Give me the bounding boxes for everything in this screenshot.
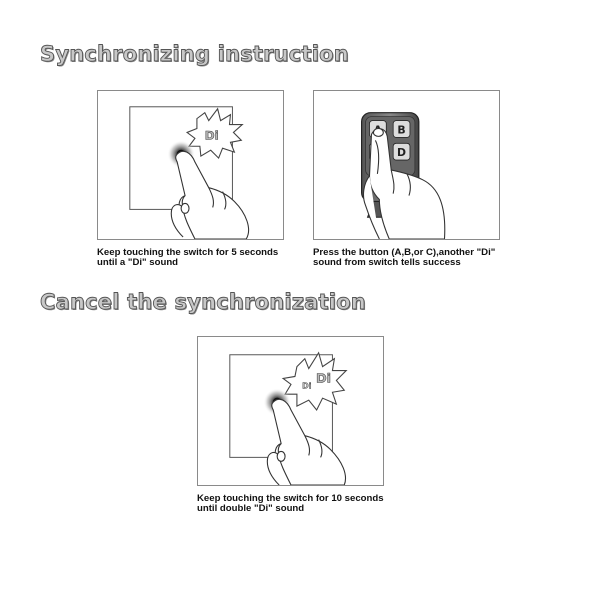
remote-button-b (393, 121, 410, 138)
pointing-hand-icon (267, 399, 345, 485)
caption-line: until double "Di" sound (197, 503, 305, 514)
caption-line: until a "Di" sound (97, 257, 179, 268)
press-remote-drawing (314, 91, 499, 239)
caption-line: Press the button (A,B,or C),another "Di" (313, 247, 496, 258)
di-sound-label-large: Di (316, 371, 332, 387)
touch-switch-drawing (98, 91, 283, 239)
cancel-heading: Cancel the synchronization (40, 290, 366, 314)
double-sound-burst-icon (283, 353, 346, 410)
cancel-touch-drawing (198, 337, 383, 485)
caption-line: Keep touching the switch for 10 seconds (197, 493, 384, 504)
press-remote-caption (313, 248, 495, 268)
cancel-touch-caption (197, 494, 384, 514)
press-remote-illustration (313, 90, 500, 240)
touch-switch-caption (97, 248, 278, 268)
svg-text:B: B (397, 123, 406, 137)
cancel-touch-illustration (197, 336, 384, 486)
di-sound-label-small: Di (302, 381, 312, 391)
synchronizing-heading: Synchronizing instruction (40, 42, 349, 66)
pointing-hand-icon (171, 151, 248, 239)
caption-line: Keep touching the switch for 5 seconds (97, 247, 279, 258)
sound-burst-icon (187, 109, 242, 158)
caption-line: sound from switch tells success (313, 257, 461, 268)
di-sound-label: Di (204, 128, 219, 143)
svg-text:D: D (397, 146, 407, 160)
remote-button-d (393, 143, 410, 160)
touch-switch-illustration (97, 90, 284, 240)
